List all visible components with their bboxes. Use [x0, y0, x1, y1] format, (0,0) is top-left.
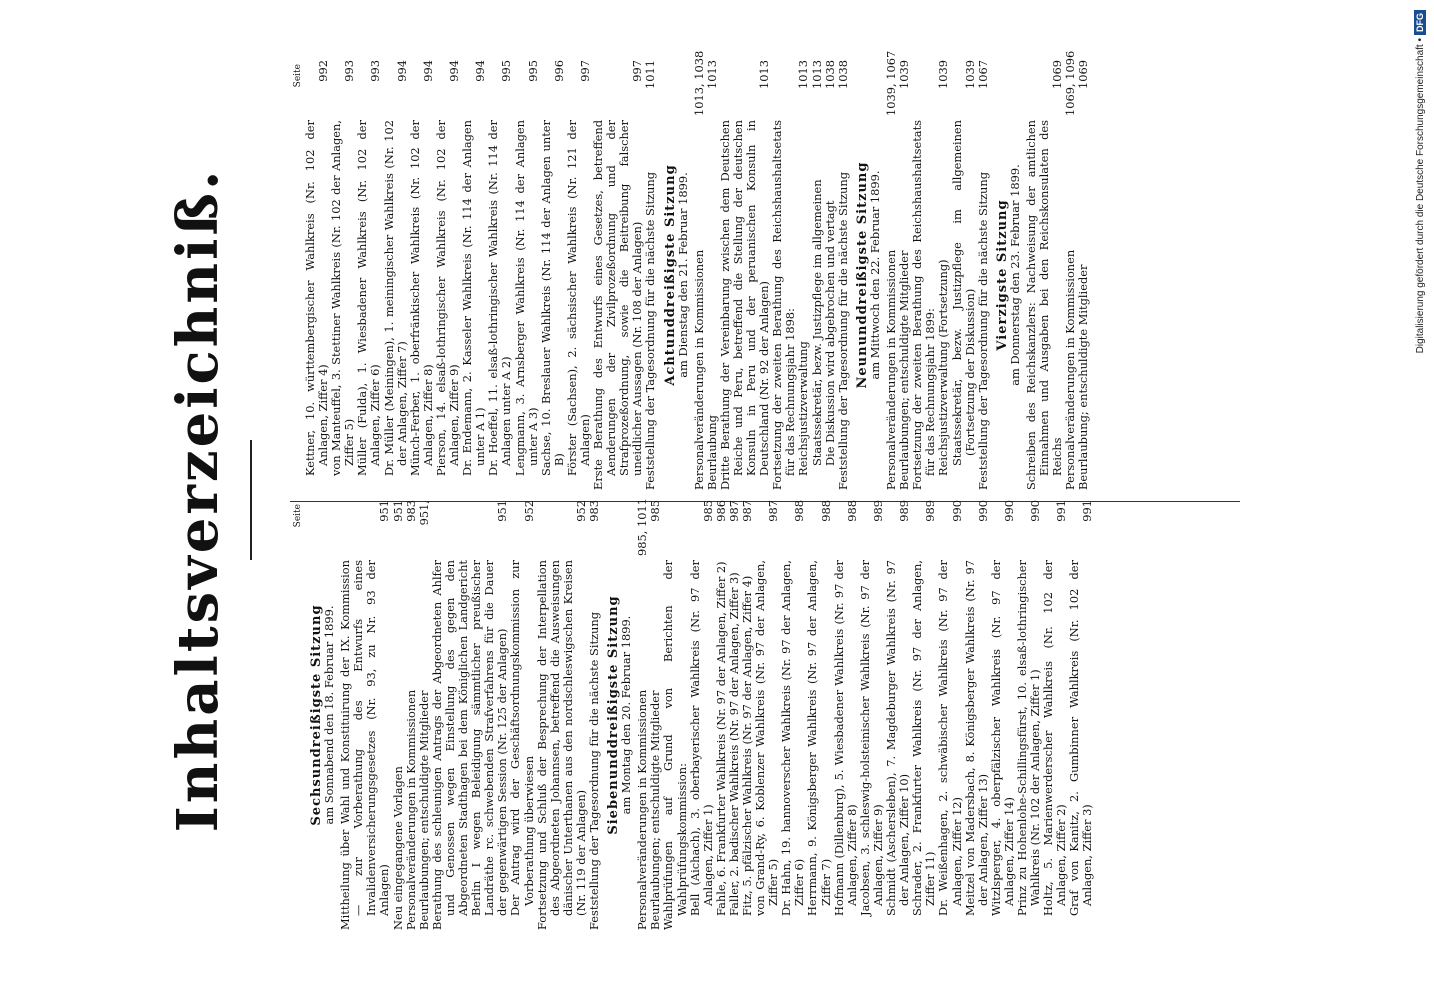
section-heading: Vierzigste Sitzung [994, 199, 1010, 351]
entry-text: Personalveränderungen in Kommissionen [884, 249, 899, 490]
entry-page-number: 990 [949, 500, 964, 522]
entry-page-number: 1039 [936, 60, 951, 89]
entry-text: Faller, 2. badischer Wahlkreis (Nr. 97 der Anlagen, Ziffer 3) [726, 572, 741, 916]
entry-page-number: 993 [342, 60, 357, 82]
entry-page-number: 1038 [822, 60, 837, 89]
entry-text: Beurlaubungen; entschuldigte Mitglieder [897, 250, 912, 490]
entry-text: Neu eingegangene Vorlagen [390, 766, 405, 930]
entry-page-number: 952 [573, 500, 588, 522]
entry-text: Lengmann, 3. Arnsberger Wahlkreis (Nr. 114 der Anlagen unter A 3) [512, 120, 540, 476]
entry-page-number: 1067 [975, 60, 990, 89]
entry-page-number: 985, 1011 [635, 498, 650, 556]
toc-entry [797, 60, 810, 490]
toc-entry [754, 500, 780, 930]
entry-text: Förster (Sachsen), 2. sächsischer Wahlkreis (Nr. 121 der Anlagen) [564, 120, 592, 476]
toc-entry [771, 60, 797, 490]
entry-text: Feststellung der Tagesordnung für die nächste Sitzung [975, 171, 990, 490]
toc-entry [990, 500, 1016, 930]
entry-text: Dr. Endemann, 2. Kasseler Wahlkreis (Nr. 114 der Anlagen unter A 1) [460, 120, 488, 476]
entry-text: von Grand-Ry, 6. Koblenzer Wahlkreis (Nr. 97 der Anlagen, Ziffer 5) [753, 560, 781, 916]
entry-page-number: 985 [648, 500, 663, 522]
entry-text: Kettner, 10. württembergischer Wahlkreis (Nr. 102 der Anlagen, Ziffer 4) [303, 120, 331, 476]
title-rule [250, 440, 252, 560]
section-heading: Achtunddreißigste Sitzung [662, 164, 678, 386]
entry-text: Holtz, 5. Marienwerderscher Wahlkreis (Nr. 102 der Anlagen, Ziffer 2) [1041, 560, 1069, 916]
entry-page-number: 990 [1001, 500, 1016, 522]
entry-page-number: 997 [577, 60, 592, 82]
entry-page-number: 997 [630, 60, 645, 82]
toc-entry [1077, 60, 1090, 490]
entry-text: Staatssekretär, bezw. Justizpflege im allgemeinen (Fortsetzung der Diskussion) [949, 120, 977, 466]
toc-entry [566, 60, 592, 490]
entry-text: Graf von Kanitz, 2. Gumbinner Wahlkreis (Nr. 102 der Anlagen, Ziffer 3) [1067, 560, 1095, 916]
toc-entry [356, 60, 382, 490]
entry-page-number: 991 [1054, 500, 1069, 522]
entry-page-number: 1069, 1096 [1063, 50, 1078, 116]
entry-list [1023, 50, 1091, 490]
entry-text: Berathung des schleunigen Antrags der Abgeordneten Ahlfer und Genossen wegen Einstellung des gegen den Abgeordneten Stadthagen bei dem Königlichen Landgericht Berlin I wegen Beleidigung sämmtlicher preußischer Landräthe rc. schwebenden Strafverfahrens für die Dauer der gegenwärtigen Session (Nr. 125 der Anlagen) [429, 560, 510, 930]
entry-page-number: 989 [897, 500, 912, 522]
entry-page-number: 988 [792, 500, 807, 522]
toc-entry [691, 50, 706, 490]
entry-page-number: 1013 [704, 60, 719, 89]
toc-entry [409, 60, 435, 490]
entry-page-number: 996 [551, 60, 566, 82]
toc-entry [514, 60, 540, 490]
entry-page-number: 1069 [1050, 60, 1065, 89]
entry-text: Dr. Hahn, 19. hannoverscher Wahlkreis (Nr. 97 der Anlagen, Ziffer 6) [779, 560, 807, 916]
section-heading: Sechsundreißigste Sitzung [309, 604, 324, 826]
toc-entry [1042, 500, 1068, 930]
toc-entry [592, 60, 644, 490]
section [662, 50, 850, 490]
entry-text: Fitz, 5. pfälzischer Wahlkreis (Nr. 97 der Anlagen, Ziffer 4) [740, 575, 754, 916]
entry-list [884, 50, 990, 490]
entry-page-number: 985 [700, 500, 715, 522]
entry-page-number: 1013 [757, 60, 772, 89]
entry-list [636, 500, 1094, 930]
entry-text: Der Antrag wird der Geschäftsordnungskommission zur Vorberathung überwiesen [508, 560, 536, 916]
entry-page-number: 1039, 1067 [884, 50, 899, 116]
entry-text: Fahle, 6. Frankfurter Wahlkreis (Nr. 97 der Anlagen, Ziffer 2) [713, 561, 728, 916]
entry-page-number: 987 [766, 500, 781, 522]
entry-text: Die Diskussion wird abgebrochen und vertagt [822, 200, 837, 466]
toc-entry [964, 500, 990, 930]
entry-text: Personalveränderungen in Kommissionen [1063, 249, 1078, 490]
toc-entry [859, 500, 885, 930]
toc-entry [339, 500, 391, 930]
entry-text: Beurlaubungen; entschuldigte Mitglieder [648, 690, 663, 930]
toc-entry [1016, 500, 1042, 930]
toc-entry [540, 60, 566, 490]
entry-page-number: 1013 [809, 60, 824, 89]
entry-text: Personalveränderungen in Kommissionen [691, 249, 706, 490]
toc-entry [487, 60, 513, 490]
toc-entry [885, 500, 911, 930]
right-column [292, 50, 1091, 490]
entry-page-number: 951 [377, 500, 392, 522]
entry-page-number: 994 [447, 60, 462, 82]
section-date: am Mittwoch den 22. Februar 1899. [867, 170, 882, 380]
section-heading: Siebenunddreißigste Sitzung [606, 595, 622, 835]
entry-list [339, 500, 601, 930]
entry-page-number: 952 [521, 500, 536, 522]
dfg-footer-text: Digitalisierung gefördert durch die Deutsche Forschungsgemeinschaft • [1414, 38, 1426, 354]
entry-text: Meitzel von Madersbach, 8. Königsberger Wahlkreis (Nr. 97 der Anlagen, Ziffer 13) [962, 560, 990, 916]
toc-entry [1025, 60, 1064, 490]
toc-entry [951, 60, 977, 490]
toc-entry [806, 500, 832, 930]
toc-entry [837, 60, 850, 490]
entry-text: Müller (Fulda), 1. Wiesbadener Wahlkreis (Nr. 102 der Anlagen, Ziffer 6) [355, 120, 383, 476]
toc-entry [509, 500, 535, 930]
entry-page-number: 983 [403, 500, 418, 522]
entry-text: Reichsjustizverwaltung (Fortsetzung) [936, 259, 951, 476]
entry-text: Hofmann (Dillenburg), 5. Wiesbadener Wahlkreis (Nr. 97 der Anlagen, Ziffer 8) [831, 560, 859, 916]
entry-text: Herrmann, 9. Königsberger Wahlkreis (Nr. 97 der Anlagen, Ziffer 7) [805, 560, 833, 916]
entry-text: Schreiben des Reichskanzlers: Nachweisung der amtlichen Einnahmen und Ausgaben bei den Reichskonsulaten des Reichs [1023, 120, 1065, 490]
toc-entry [418, 500, 431, 930]
entry-list [691, 50, 850, 490]
toc-entry [833, 500, 859, 930]
page-title: Inhaltsverzeichniß. [165, 167, 231, 833]
entry-text: Reichsjustizverwaltung [796, 341, 811, 476]
entry-page-number: 1013 [796, 60, 811, 89]
entry-text: Dr. Hoeffel, 11. elsaß-lothringischer Wahlkreis (Nr. 114 der Anlagen unter A 2) [486, 120, 514, 476]
section [994, 50, 1091, 490]
toc-entry [824, 60, 837, 490]
dfg-logo-badge: DFG [1414, 10, 1426, 35]
entry-text: Dr. Weißenhagen, 2. schwäbischer Wahlkreis (Nr. 97 der Anlagen, Ziffer 12) [936, 560, 964, 916]
toc-entry [911, 500, 937, 930]
entry-page-number: 993 [368, 60, 383, 82]
section [607, 500, 1094, 930]
entry-text: Dr. Müller (Meiningen), 1. meiningischer Wahlkreis (Nr. 102 der Anlagen, Ziffer 7) [381, 120, 409, 476]
entry-page-number: 989 [923, 500, 938, 522]
section-date: am Donnerstag den 23. Februar 1899. [1007, 164, 1022, 386]
toc-entry [588, 500, 601, 930]
entry-page-number: 1038 [835, 60, 850, 89]
entry-page-number: 994 [394, 60, 409, 82]
entry-page-number: 1069 [1076, 60, 1091, 89]
entry-text: Dritte Berathung der Vereinbarung zwischen dem Deutschen Reiche und Peru, betreffend die Stellung der deutschen Konsuln in Peru und der peruanischen Konsuln in Deutschland (Nr. 92 der Anlagen) [717, 120, 772, 490]
toc-entry [461, 60, 487, 490]
toc-entry [780, 500, 806, 930]
toc-entry [405, 500, 418, 930]
entry-text: Staatssekretär, bezw. Justizpflege im allgemeinen [809, 179, 824, 466]
entry-page-number: 990 [975, 500, 990, 522]
section [854, 50, 990, 490]
entry-page-number: 989 [870, 500, 885, 522]
toc-entry [330, 60, 356, 490]
entry-page-number: 995 [499, 60, 514, 82]
entry-page-number: 951 [495, 500, 510, 522]
section-date: am Dienstag den 21. Februar 1899. [675, 172, 690, 378]
section-date: am Sonnabend den 18. Februar 1899. [322, 605, 337, 825]
entry-text: Bell (Aichach), 3. oberbayerischer Wahlkreis (Nr. 97 der Anlagen, Ziffer 1) [687, 560, 715, 916]
entry-text: Feststellung der Tagesordnung für die nächste Sitzung [643, 171, 658, 490]
entry-page-number: 991 [1080, 500, 1095, 522]
entry-page-number: 951 [390, 500, 405, 522]
entry-page-number: 951, [416, 500, 431, 526]
toc-entry [644, 60, 657, 490]
entry-page-number: 1039 [897, 60, 912, 89]
section-date: am Montag den 20. Februar 1899. [619, 615, 634, 815]
seite-header: Seite [293, 64, 303, 88]
entry-text: Jacobsen, 3. schleswig-holsteinischer Wahlkreis (Nr. 97 der Anlagen, Ziffer 9) [857, 560, 885, 916]
dfg-footer [1405, 10, 1434, 990]
entry-page-number: 992 [316, 60, 331, 82]
toc-entry [937, 60, 950, 490]
toc-entry [304, 60, 330, 490]
entry-text: Schmidt (Aschersleben), 7. Magdeburger Wahlkreis (Nr. 97 der Anlagen, Ziffer 10) [884, 560, 912, 916]
toc-entry [719, 60, 771, 490]
toc-entry [1068, 500, 1094, 930]
section-heading: Neununddreißigste Sitzung [854, 161, 870, 389]
entry-text: Pierson, 14. elsaß-lothringischer Wahlkreis (Nr. 102 der Anlagen, Ziffer 9) [433, 120, 462, 476]
entry-page-number: 1039 [962, 60, 977, 89]
entry-text: Fortsetzung und Schluß der Besprechung der Interpellation des Abgeordneten Johannsen, betreffend die Ausweisungen dänischer Unterthanen aus den nordschleswigschen Kreisen (Nr. 119 der Anlagen) [534, 560, 588, 930]
entry-text: Personalveränderungen in Kommissionen [403, 689, 418, 930]
entry-text: Feststellung der Tagesordnung für die nächste Sitzung [835, 171, 850, 490]
entry-page-number: 990 [1028, 500, 1043, 522]
toc-entry [977, 60, 990, 490]
toc-entry [435, 60, 461, 490]
entry-text: von Manteuffel, 3. Stettiner Wahlkreis (Nr. 102 der Anlagen, Ziffer 5) [329, 120, 357, 476]
entry-page-number: 995 [525, 60, 540, 82]
section [310, 500, 601, 930]
toc-entry [536, 500, 588, 930]
entry-text: Schrader, 2. Frankfurter Wahlkreis (Nr. 97 der Anlagen, Ziffer 11) [910, 560, 938, 916]
toc-entry [431, 500, 510, 930]
entry-text: Witzlsperger, 4. oberpfälzischer Wahlkreis (Nr. 97 der Anlagen, Ziffer 14) [988, 560, 1016, 916]
entry-text: Beurlaubung [704, 415, 719, 490]
entry-page-number: 1011 [643, 60, 658, 89]
entry-page-number: 986 [713, 500, 728, 522]
entry-text: Fortsetzung der zweiten Berathung des Reichshaushaltsetats für das Rechnungsjahr 1899: [910, 120, 938, 490]
entry-text: Münch-Ferber, 1. oberfränkischer Wahlkreis (Nr. 102 der Anlagen, Ziffer 8) [407, 120, 435, 476]
entry-text: Erste Berathung des Entwurfs eines Gesetzes, betreffend Aenderungen der Zivilprozeßordnung und der Strafprozeßordnung, sowie die Beitreibung falscher uneidlicher Aussagen (Nr. 108 der Anlagen) [591, 120, 645, 490]
seite-header: Seite [293, 504, 303, 528]
entry-page-number: 983 [586, 500, 601, 522]
entry-page-number: 1013, 1038 [691, 50, 706, 116]
left-column [292, 500, 1095, 930]
entry-page-number: 988 [844, 500, 859, 522]
entry-page-number: 988 [818, 500, 833, 522]
toc-entry [383, 60, 409, 490]
entry-page-number: 987 [740, 500, 754, 522]
entry-text: Personalveränderungen in Kommissionen [635, 689, 650, 930]
entry-text: Feststellung der Tagesordnung für die nächste Sitzung [586, 611, 601, 930]
entry-text: Wahlprüfungen auf Grund von Berichten der Wahlprüfungskommission: [661, 560, 689, 930]
entry-text: Sachse, 10. Breslauer Wahlkreis (Nr. 114 der Anlagen unter B) [538, 120, 566, 476]
entry-text: Beurlaubungen; entschuldigte Mitglieder [416, 690, 431, 930]
entry-text: Mittheilung über Wahl und Konstituirung der IX. Kommission — zur Vorberathung des Entwurfs eines Invalidenversicherungsgesetzes (Nr. 93, zu Nr. 93 der Anlagen) [338, 560, 392, 930]
toc-entry [715, 500, 728, 930]
toc-entry [662, 500, 688, 930]
toc-entry [392, 500, 405, 930]
toc-entry [811, 60, 824, 490]
toc-entry [937, 500, 963, 930]
toc-entry [689, 500, 715, 930]
entry-page-number: 994 [420, 60, 435, 82]
entry-list [304, 60, 658, 490]
entry-text: Beurlaubung; entschuldigte Mitglieder [1076, 264, 1091, 490]
entry-page-number: 994 [473, 60, 488, 82]
entry-text: Fortsetzung der zweiten Berathung des Reichshaushaltsetats für das Rechnungsjahr 1898: [770, 120, 798, 490]
entry-text: Prinz zu Hohenlohe-Schillingsfürst, 10. elsaß-lothringischer Wahlkreis (Nr. 102 der Anlagen, Ziffer 1) [1014, 560, 1043, 916]
toc-entry [706, 60, 719, 490]
entry-page-number: 987 [726, 500, 741, 522]
toc-entry [911, 60, 937, 490]
